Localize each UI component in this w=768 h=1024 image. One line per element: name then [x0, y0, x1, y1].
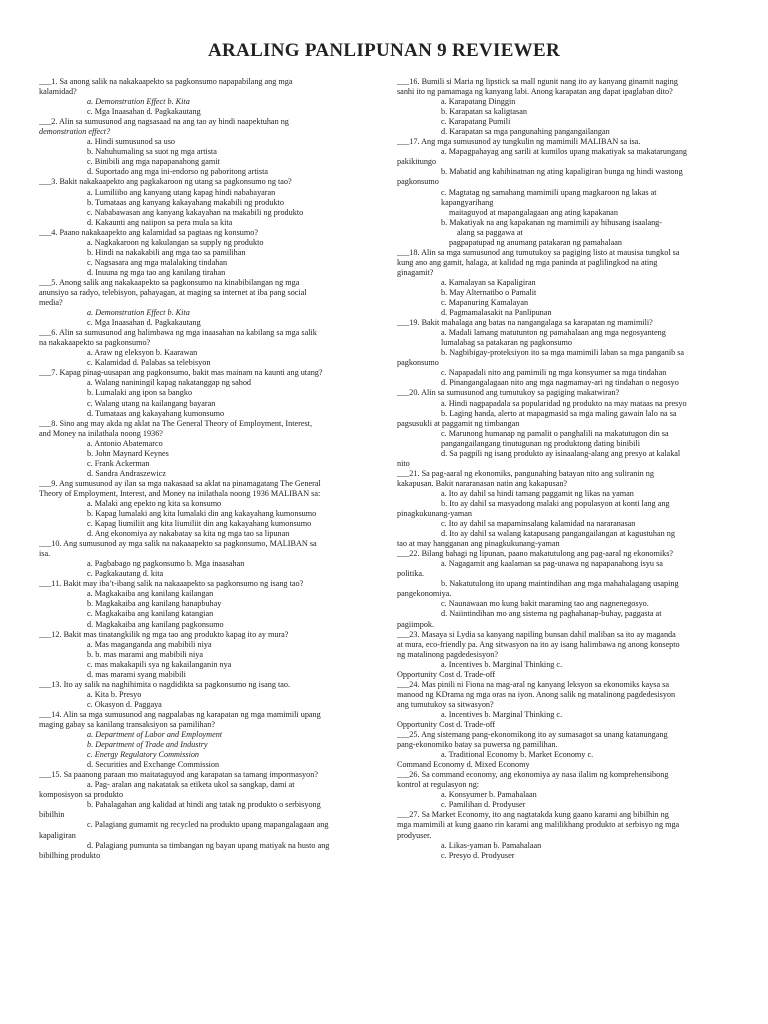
text-line: a. Lumiliibo ang kanyang utang kapag hindi nababayaran: [87, 187, 276, 197]
text-line: kung ano ang gamit, halaga, at kalidad ng mga paninda at paglilingkod na ating: [397, 257, 658, 267]
text-line: c. Nagsasara ang mga malalaking tindahan: [87, 257, 228, 267]
text-line: a. Madali lamang matutunton ng pamahalaan ang mga negosyanteng: [441, 328, 666, 338]
text-line: a. Demonstration Effect b. Kita: [87, 308, 190, 318]
text-line: manood ng KDrama ng mga oras na iyon. Anong salik ng matalinong pagdedesisyon: [397, 689, 676, 699]
text-line: d. Sandra Andraszewicz: [87, 468, 166, 478]
text-line: isa.: [39, 549, 51, 559]
text-line: d. mas marami syang mabibili: [87, 669, 186, 679]
text-line: pang-ekonomiko batay sa puwersa ng pamilihan.: [397, 740, 558, 750]
text-line: d. Ang ekonomiya ay nakabatay sa kita ng mga tao sa lipunan: [87, 529, 290, 539]
text-line: and Money na inilathala noong 1936?: [39, 428, 163, 438]
text-line: bibilhin: [39, 810, 65, 820]
text-line: d. Inuuna ng mga tao ang kanilang tirahan: [87, 267, 226, 277]
text-line: pangangailangang tinutugunan ng produktong dating binibili: [441, 438, 640, 448]
text-line: maging gabay sa kanilang transaksiyon sa pamilihan?: [39, 720, 215, 729]
text-line: c. Magtatag ng samahang mamimili upang magkaroon ng lakas at: [441, 187, 657, 197]
text-line: c. Palagiang gumamit ng recycled na produkto upang mapangalagaan ang: [87, 820, 329, 830]
text-line: b. Makatiyak na ang kapakanan ng mamimili ay hihusang isaalang-: [441, 217, 662, 227]
text-line: lumalabag sa patakaran ng pagkonsumo: [441, 338, 572, 348]
text-line: tao at may hangganan ang pinagkukunang-yaman: [397, 539, 560, 549]
text-line: c. Mga Inaasahan d. Pagkakautang: [87, 107, 201, 117]
text-line: c. Binibili ang mga napapanahong gamit: [87, 157, 220, 167]
text-line: kontrol at regulasyon ng:: [397, 780, 480, 790]
text-line: mga mamimili at kung gaano rin karami ang malilikhang produkto at serbisyo ng mga: [397, 820, 680, 830]
text-line: c. Nababawasan ang kanyang kakayahan na makabili ng produkto: [87, 207, 304, 217]
text-line: ___7. Kapag pinag-uusapan ang pagkonsumo, bakit mas mainam na kaunti ang utang?: [39, 368, 323, 378]
text-line: c. Energy Regulatory Commission: [87, 750, 200, 760]
text-line: a. Nagkakaroon ng kakulangan sa supply ng produkto: [87, 237, 264, 247]
text-line: a. Mapagpahayag ang sarili at kumilos upang makatiyak sa makatarungang: [441, 147, 688, 157]
text-line: Opportunity Cost d. Trade-off: [397, 720, 496, 729]
text-line: pagkonsumo: [397, 358, 439, 368]
text-line: ___14. Alin sa mga sumusunod ang nagpalabas ng karapatan ng mga mamimili upang: [39, 709, 321, 719]
text-line: b. Ito ay dahil sa masyadong malaki ang populasyon at konti lang ang: [441, 498, 670, 508]
text-line: kapangyarihang: [441, 197, 494, 207]
text-line: ___23. Masaya si Lydia sa kanyang napiling bunsan dahil maliban sa ito ay maganda: [397, 629, 676, 639]
text-line: na nakakaapekto sa pagkonsumo?: [39, 338, 151, 348]
text-line: ___5. Anong salik ang nakakaapekto sa pagkonsumo na kinabibilangan ng mga: [39, 277, 300, 287]
text-line: at mura, eco-friendly pa. Ang sitwasyon na ito ay isang halimbawa ng anong konsepto: [397, 639, 680, 649]
text-line: c. Napapadali nito ang pamimili ng mga konsyumer sa mga tindahan: [441, 368, 667, 378]
text-line: b. May Alternatibo o Pamalit: [441, 287, 537, 297]
text-line: pagpapatupad ng anumang patakaran ng pamahalaan: [449, 237, 623, 247]
text-line: b. Kapag lumalaki ang kita lumalaki din ang kakayahang kumonsumo: [87, 509, 317, 519]
text-line: nito: [397, 458, 410, 468]
text-line: pangekonomiya.: [397, 589, 452, 599]
text-line: a. Hindi nagpapadala sa popularidad ng produkto na may mataas na presyo: [441, 398, 687, 408]
text-line: kapaligiran: [39, 830, 76, 840]
text-line: Theory of Employment, Interest, and Money na inilathala noong 1936 MALIBAN sa:: [39, 488, 321, 498]
text-line: kalamidad?: [39, 87, 77, 97]
text-line: d. Pinangangalagaan nito ang mga nagmamay-ari ng tindahan o negosyo: [441, 378, 679, 388]
text-line: a. Likas-yaman b. Pamahalaan: [441, 840, 542, 850]
text-line: ___8. Sino ang may akda ng aklat na The General Theory of Employment, Interest,: [39, 418, 312, 428]
text-line: ___6. Alin sa sumusunod ang halimbawa ng mga inaasahan na kabilang sa mga salik: [39, 328, 317, 338]
text-line: d. Suportado ang mga ini-endorso ng paboritong artista: [87, 167, 269, 177]
text-line: a. Department of Labor and Employment: [87, 730, 223, 740]
text-line: ___1. Sa anong salik na nakakaapekto sa pagkonsumo napapabilang ang mga: [39, 77, 293, 86]
text-line: a. Kita b. Presyo: [87, 689, 142, 699]
text-line: b. Department of Trade and Industry: [87, 740, 208, 750]
text-line: ginagamit?: [397, 267, 434, 277]
text-line: a. Araw ng eleksyon b. Kaarawan: [87, 348, 198, 358]
text-line: ___21. Sa pag-aaral ng ekonomiks, pangunahing batayan nito ang suliranin ng: [397, 468, 654, 478]
text-line: c. Karapatang Pumili: [441, 117, 511, 127]
text-line: a. Konsyumer b. Pamahalaan: [441, 790, 537, 800]
text-line: media?: [39, 298, 63, 308]
text-line: b. Hindi na nakakabili ang mga tao sa pamilihan: [87, 247, 246, 257]
page-title: ARALING PANLIPUNAN 9 REVIEWER: [208, 40, 560, 61]
text-line: a. Ito ay dahil sa hindi tamang paggamit ng likas na yaman: [441, 488, 634, 498]
text-line: b. Nakatutulong ito upang maintindihan ang mga mahahalagang usaping: [441, 579, 679, 589]
text-line: b. Laging handa, alerto at mapagmasid sa mga maling gawain lalo na sa: [441, 408, 677, 418]
text-line: d. Pagmamalasakit na Panlipunan: [441, 308, 552, 318]
text-line: ___17. Ang mga sumusunod ay tungkulin ng mamimili MALIBAN sa isa.: [397, 137, 641, 147]
text-line: c. Kalamidad d. Palabas sa telebisyon: [87, 358, 211, 368]
text-line: c. Marunong humanap ng pamalit o panghalili na makatutugon din sa: [441, 428, 669, 438]
text-line: a. Mas maganganda ang mabibili niya: [87, 639, 212, 649]
text-line: pagsusukli at paggamit ng timbangan: [397, 418, 520, 428]
text-line: ___20. Alin sa sumusunod ang tumutukoy sa pagiging makatwiran?: [397, 388, 620, 398]
text-line: alang sa paggawa at: [457, 227, 523, 237]
text-line: c. Mga Inaasahan d. Pagkakautang: [87, 318, 201, 328]
text-line: ___10. Ang sumusunod ay mga salik na nakaaapekto sa pagkonsumo, MALIBAN sa: [39, 539, 317, 549]
text-line: a. Nagagamit ang kaalaman sa pag-unawa ng napapanahong isyu sa: [441, 559, 663, 569]
text-line: anunsiyo sa radyo, telebisyon, pahayagan, at maging sa internet at iba pang social: [39, 287, 307, 297]
text-line: ___19. Bakit mahalaga ang batas na nangangalaga sa karapatan ng mamimili?: [397, 318, 653, 328]
text-line: c. Frank Ackerman: [87, 458, 150, 468]
text-line: prodyuser.: [397, 830, 432, 840]
text-line: kakapusan. Bakit nararanasan natin ang kakapusan?: [397, 478, 568, 488]
text-line: b. John Maynard Keynes: [87, 448, 169, 458]
text-line: a. Pagbabago ng pagkonsumo b. Mga inaasahan: [87, 559, 245, 569]
text-line: c. Magkakaiba ang kanilang katangian: [87, 609, 214, 619]
text-line: c. Kapag liumiliit ang kita liumiliit din ang kakayahang kumonsumo: [87, 519, 312, 529]
text-line: c. Pamilihan d. Prodyuser: [441, 800, 526, 810]
text-line: ___2. Alin sa sumusunod ang nagsasaad na ang tao ay hindi naapektuhan ng: [39, 117, 289, 127]
text-line: c. Okasyon d. Paggaya: [87, 699, 162, 709]
right-column: [397, 77, 749, 861]
text-line: b. b. mas marami ang mabibili niya: [87, 649, 203, 659]
text-line: ng matalinong pagdedesisyon?: [397, 649, 498, 659]
left-column: [39, 77, 391, 861]
text-line: a. Magkakaiba ang kanilang kailangan: [87, 589, 214, 599]
text-line: d. Palagiang pumunta sa timbangan ng bayan upang matiyak na husto ang: [87, 840, 330, 850]
text-line: c. mas makakapili sya ng kakailanganin nya: [87, 659, 232, 669]
text-line: ___12. Bakit mas tinatangkilik ng mga tao ang produkto kapag ito ay mura?: [39, 629, 289, 639]
text-line: ang tumutukoy sa sitwasyon?: [397, 699, 494, 709]
text-line: b. Karapatan sa kaligtasan: [441, 107, 527, 117]
text-line: d. Naiintindihan mo ang sistema ng paghahanap-buhay, paggasta at: [441, 609, 662, 619]
text-line: ___26. Sa command economy, ang ekonomiya ay nasa ilalim ng komprehensibong: [397, 770, 669, 780]
text-line: c. Ito ay dahil sa mapaminsalang kalamidad na nararanasan: [441, 519, 636, 529]
text-line: d. Tumataas ang kakayahang kumonsumo: [87, 408, 225, 418]
text-line: d. Ito ay dahil sa walang katapusang pangangailangan at kagustuhan ng: [441, 529, 675, 539]
text-line: d. Sa pagpili ng isang produkto ay isinaalang-alang ang presyo at kalakal: [441, 448, 681, 458]
text-line: b. Lumalaki ang ipon sa bangko: [87, 388, 193, 398]
text-line: b. Pahalagahan ang kalidad at hindi ang tatak ng produkto o serbisyong: [87, 800, 321, 810]
text-line: Command Economy d. Mixed Economy: [397, 760, 530, 770]
text-line: ___22. Bilang bahagi ng lipunan, paano makatutulong ang pag-aaral ng ekonomiks?: [397, 549, 674, 559]
text-line: ___25. Ang sistemang pang-ekonomikong ito ay sumasagot sa unang katanungang: [397, 730, 668, 740]
text-line: a. Incentives b. Marginal Thinking c.: [441, 709, 563, 719]
text-line: d. Magkakaiba ang kanilang pagkonsumo: [87, 619, 224, 629]
text-line: maitaguyod at mapangalagaan ang ating kapakanan: [449, 207, 618, 217]
text-line: b. Tumataas ang kanyang kakayahang makabili ng produkto: [87, 197, 284, 207]
text-line: pagkonsumo: [397, 177, 439, 187]
text-line: komposisyon sa produkto: [39, 790, 124, 800]
text-line: a. Antonio Abatemarco: [87, 438, 163, 448]
text-line: bibilhing produkto: [39, 850, 101, 860]
text-line: ___9. Ang sumusunod ay ilan sa mga nakasaad sa aklat na pinamagatang The General: [39, 478, 321, 488]
text-line: c. Walang utang na kailangang bayaran: [87, 398, 216, 408]
text-line: a. Demonstration Effect b. Kita: [87, 97, 190, 107]
text-line: a. Karapatang Dinggin: [441, 97, 516, 107]
text-line: b. Nahuhumaling sa suot ng mga artista: [87, 147, 217, 157]
text-line: c. Mapanuring Kamalayan: [441, 298, 529, 308]
text-line: ___4. Paano nakakaapekto ang kalamidad sa pagtaas ng konsumo?: [39, 227, 258, 237]
text-line: Opportunity Cost d. Trade-off: [397, 669, 496, 679]
text-line: a. Pag- aralan ang nakatatak sa etiketa ukol sa sangkap, dami at: [87, 780, 295, 790]
text-line: ___24. Mas pinili ni Fiona na mag-aral ng kanyang leksyon sa ekonomiks kaysa sa: [397, 679, 669, 689]
text-line: sanhi ito ng pamamaga ng kanyang labi. Anong karapatan ang dapat ipaglaban dito?: [397, 87, 673, 97]
text-line: a. Traditional Economy b. Market Economy c.: [441, 750, 594, 760]
text-line: c. Pagkakautang d. kita: [87, 569, 164, 579]
text-line: d. Securities and Exchange Commission: [87, 760, 220, 770]
text-line: c. Naunawaan mo kung bakit maraming tao ang nagnenegosyo.: [441, 599, 649, 609]
text-line: c. Presyo d. Prodyuser: [441, 850, 515, 860]
text-line: b. Magkakaiba ang kanilang hanapbuhay: [87, 599, 222, 609]
text-line: ___13. Ito ay salik na naghihimita o nagdidikta sa pagkonsumo ng isang tao.: [39, 679, 291, 689]
text-line: ___18. Alin sa mga sumusunod ang tumutukoy sa pagiging listo at mausisa tungkol sa: [397, 247, 680, 257]
text-line: a. Malaki ang epekto ng kita sa konsumo: [87, 498, 222, 508]
text-line: b. Mabatid ang kahihinatnan ng ating kapaligiran bunga ng hindi wastong: [441, 167, 683, 177]
text-line: politika.: [397, 569, 425, 579]
text-line: d. Kakaunti ang naiipon sa pera mula sa kita: [87, 217, 233, 227]
text-line: a. Walang naniningil kapag nakatanggap ng sahod: [87, 378, 252, 388]
text-line: ___11. Bakit may iba’t-ibang salik na nakaaapekto sa pagkonsumo ng isang tao?: [39, 579, 304, 589]
text-line: demonstration effect?: [39, 127, 111, 137]
text-line: b. Nagbibigay-proteksiyon ito sa mga mamimili laban sa mga panganib sa: [441, 348, 685, 358]
text-line: pagiimpok.: [397, 619, 435, 629]
text-line: a. Kamalayan sa Kapaligiran: [441, 277, 536, 287]
text-line: ___16. Bumili si Maria ng lipstick sa mall ngunit nang ito ay kanyang ginamit naging: [397, 77, 678, 86]
text-line: pakikitungo: [397, 157, 437, 167]
text-line: a. Incentives b. Marginal Thinking c.: [441, 659, 563, 669]
text-line: d. Karapatan sa mga pangunahing pangangailangan: [441, 127, 610, 137]
text-line: ___27. Sa Market Economy, ito ang nagtatakda kung gaano karami ang bibilhin ng: [397, 810, 669, 820]
text-line: ___3. Bakit nakakaapekto ang pagkakaroon ng utang sa pagkonsumo ng tao?: [39, 177, 292, 187]
text-line: ___15. Sa paanong paraan mo maitataguyod ang karapatan sa tamang impormasyon?: [39, 770, 318, 780]
text-line: a. Hindi sumusunod sa uso: [87, 137, 176, 147]
text-line: pinagkukunang-yaman: [397, 509, 473, 519]
